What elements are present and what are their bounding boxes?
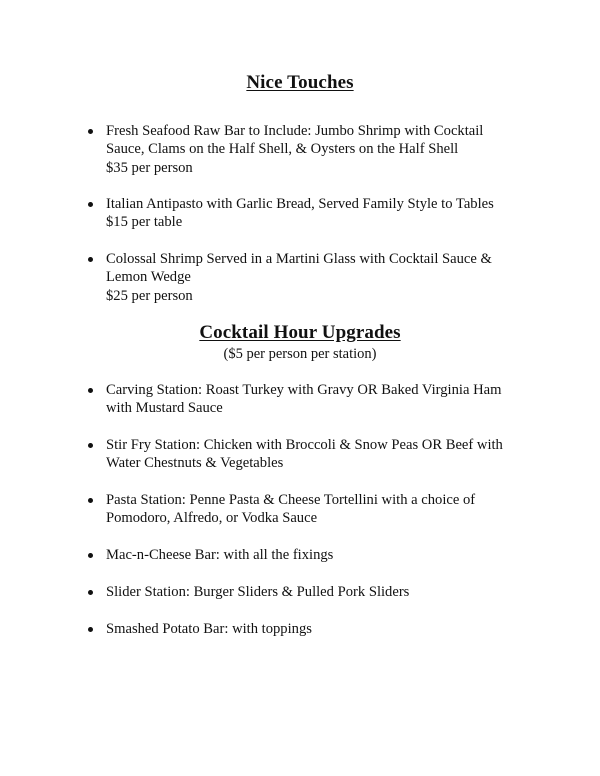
section-title-cocktail-hour-upgrades: Cocktail Hour Upgrades (199, 322, 401, 343)
bullet-icon (88, 388, 93, 393)
item-price: $25 per person (106, 287, 193, 304)
item-description: Sauce, Clams on the Half Shell, & Oysters on the Half Shell (106, 141, 459, 158)
section-title-nice-touches: Nice Touches (246, 72, 354, 93)
bullet-icon (88, 202, 93, 207)
item-description: Pasta Station: Penne Pasta & Cheese Tortellini with a choice of (106, 492, 476, 508)
item-description: Carving Station: Roast Turkey with Gravy OR Baked Virginia Ham (106, 382, 502, 398)
section-subtitle: ($5 per person per station) (223, 346, 377, 362)
bullet-icon (88, 553, 93, 558)
item-description: Mac-n-Cheese Bar: with all the fixings (106, 547, 334, 563)
item-description: Pomodoro, Alfredo, or Vodka Sauce (106, 510, 318, 527)
item-description: Smashed Potato Bar: with toppings (106, 621, 312, 637)
bullet-icon (88, 627, 93, 632)
item-description: Colossal Shrimp Served in a Martini Glass with Cocktail Sauce & (106, 251, 492, 267)
item-description: with Mustard Sauce (106, 400, 223, 417)
bullet-icon (88, 498, 93, 503)
bullet-icon (88, 443, 93, 448)
item-description: Stir Fry Station: Chicken with Broccoli & Snow Peas OR Beef with (106, 437, 503, 453)
item-description: Italian Antipasto with Garlic Bread, Served Family Style to Tables (106, 196, 494, 212)
item-price: $35 per person (106, 159, 193, 176)
item-description: Slider Station: Burger Sliders & Pulled Pork Sliders (106, 584, 410, 600)
bullet-icon (88, 129, 93, 134)
bullet-icon (88, 590, 93, 595)
item-price: $15 per table (106, 214, 183, 231)
item-description: Lemon Wedge (106, 269, 191, 286)
item-description: Fresh Seafood Raw Bar to Include: Jumbo Shrimp with Cocktail (106, 123, 484, 139)
bullet-icon (88, 257, 93, 262)
item-description: Water Chestnuts & Vegetables (106, 455, 284, 472)
